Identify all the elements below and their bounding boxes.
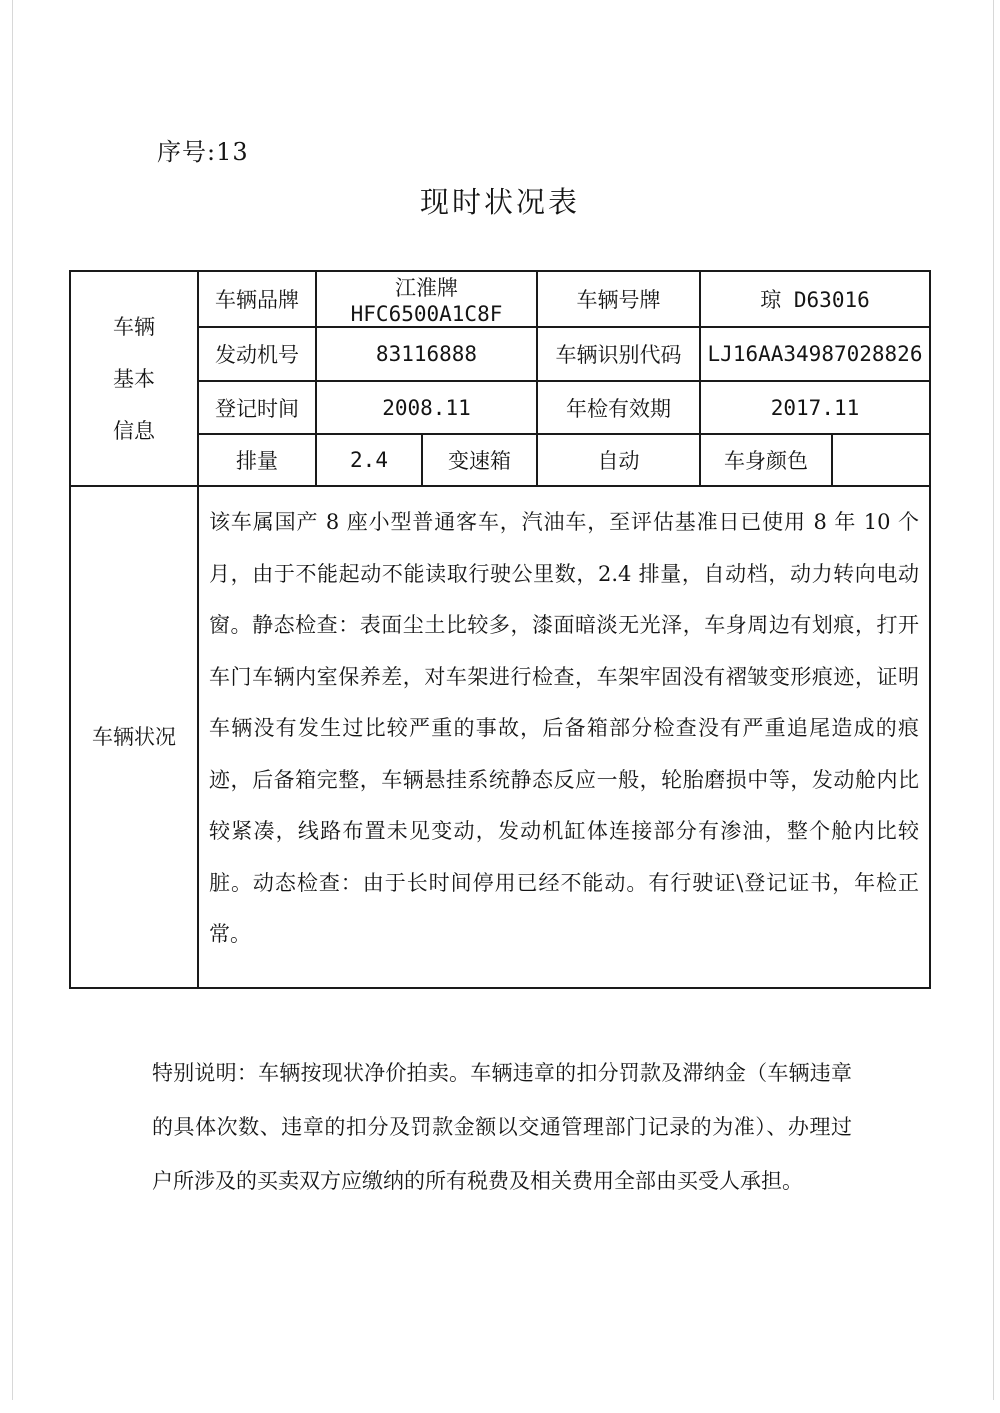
plate-label: 车辆号牌 <box>537 271 700 327</box>
basic-info-header-line: 基本 <box>113 366 155 391</box>
basic-info-header <box>70 271 198 486</box>
gearbox-label: 变速箱 <box>422 434 537 486</box>
displacement-label: 排量 <box>198 434 316 486</box>
registration-label: 登记时间 <box>198 381 316 434</box>
vin-label: 车辆识别代码 <box>537 327 700 381</box>
body-color-value <box>832 434 930 486</box>
vin-value: LJ16AA34987028826 <box>700 327 930 381</box>
inspection-label: 年检有效期 <box>537 381 700 434</box>
plate-value: 琼 D63016 <box>700 271 930 327</box>
basic-info-header-line: 车辆 <box>113 314 155 339</box>
special-note: 特别说明：车辆按现状净价拍卖。车辆违章的扣分罚款及滞纳金（车辆违章的具体次数、违章的扣分及罚款金额以交通管理部门记录的为准）、办理过户所涉及的买卖双方应缴纳的所有税费及相关费用全部由买受人承担。 <box>152 1061 852 1193</box>
registration-value: 2008.11 <box>316 381 537 434</box>
basic-info-header-line: 信息 <box>113 418 155 443</box>
condition-header: 车辆状况 <box>70 486 198 988</box>
brand-label: 车辆品牌 <box>198 271 316 327</box>
engine-value: 83116888 <box>316 327 537 381</box>
displacement-value: 2.4 <box>316 434 422 486</box>
brand-value: 江淮牌 HFC6500A1C8F <box>316 271 537 327</box>
condition-description: 该车属国产 8 座小型普通客车，汽油车，至评估基准日已使用 8 年 10 个月，由于不能起动不能读取行驶公里数，2.4 排量，自动档，动力转向电动窗。静态检查：表面尘土比较多，漆面暗淡无光泽，车身周边有划痕，打开车门车辆内室保养差，对车架进行检查，车架牢固没有褶皱变形痕迹，证明车辆没有发生过比较严重的事故，后备箱部分检查没有严重追尾造成的痕迹，后备箱完整，车辆悬挂系统静态反应一般，轮胎磨损中等，发动舱内比较紧凑，线路布置未见变动，发动机缸体连接部分有渗油，整个舱内比较脏。动态检查：由于长时间停用已经不能动。有行驶证\登记证书，年检正常。 <box>198 486 930 988</box>
gearbox-value: 自动 <box>537 434 700 486</box>
inspection-value: 2017.11 <box>700 381 930 434</box>
body-color-label: 车身颜色 <box>700 434 832 486</box>
vehicle-status-table <box>69 270 931 989</box>
engine-label: 发动机号 <box>198 327 316 381</box>
sequence-number: 序号:13 <box>157 138 249 166</box>
page-title: 现时状况表 <box>419 185 580 219</box>
